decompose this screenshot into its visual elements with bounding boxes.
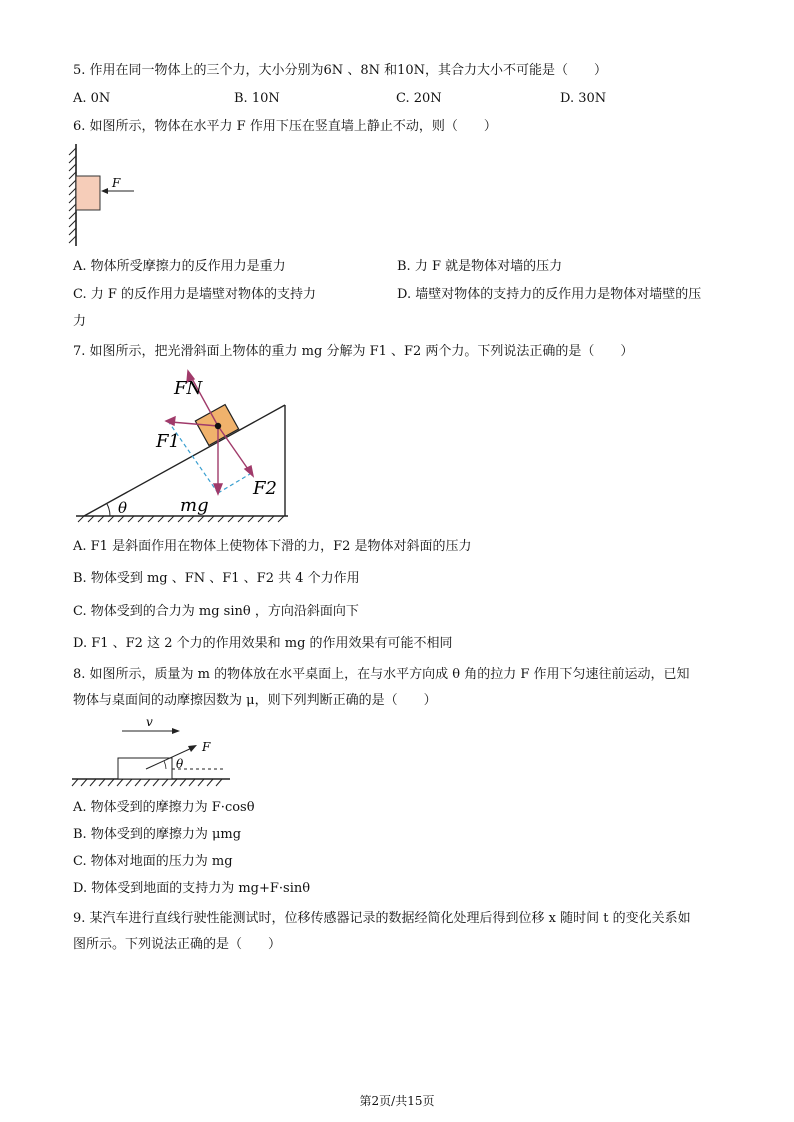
q6-option-d-wrap: 力 — [73, 314, 87, 329]
q8-option-d: D. 物体受到地面的支持力为 mg+F·sinθ — [73, 881, 311, 896]
q5-option-a: A. 0N — [73, 91, 111, 106]
q8-option-c: C. 物体对地面的压力为 mg — [73, 854, 233, 869]
q8-stem-line2: 物体与桌面间的动摩擦因数为 μ，则下列判断正确的是（ ） — [73, 693, 437, 708]
q6-option-c: C. 力 F 的反作用力是墙壁对物体的支持力 — [73, 287, 317, 302]
q8-table-figure — [70, 714, 240, 794]
q7-option-b: B. 物体受到 mg 、FN 、F1 、F2 共 4 个力作用 — [73, 571, 360, 586]
q5-option-b: B. 10N — [234, 91, 280, 106]
q7-incline-figure — [70, 365, 295, 525]
q8-option-a: A. 物体受到的摩擦力为 F·cosθ — [73, 800, 255, 815]
q7-label-mg: mg — [180, 495, 209, 516]
q5-option-d: D. 30N — [560, 91, 607, 106]
q6-stem: 6. 如图所示，物体在水平力 F 作用下压在竖直墙上静止不动，则（ ） — [73, 119, 497, 134]
q8-option-b: B. 物体受到的摩擦力为 μmg — [73, 827, 242, 842]
q6-option-d: D. 墙壁对物体的支持力的反作用力是物体对墙壁的压 — [397, 287, 702, 302]
q5-stem: 5. 作用在同一物体上的三个力，大小分别为6N 、8N 和10N，其合力大小不可能是（ ） — [73, 63, 608, 78]
q9-stem-line1: 9. 某汽车进行直线行驶性能测试时，位移传感器记录的数据经简化处理后得到位移 x 随时间 t 的变化关系如 — [73, 911, 691, 926]
q7-label-theta: θ — [118, 499, 128, 517]
q6-option-a: A. 物体所受摩擦力的反作用力是重力 — [73, 259, 286, 274]
page-footer: 第2页/共15页 — [359, 1094, 435, 1108]
q7-stem: 7. 如图所示，把光滑斜面上物体的重力 mg 分解为 F1 、F2 两个力。下列说法正确的是（ ） — [73, 344, 634, 359]
q7-label-fn: FN — [174, 378, 203, 399]
q6-option-b: B. 力 F 就是物体对墙的压力 — [397, 259, 563, 274]
q6-wall-figure — [66, 142, 146, 248]
q8-label-v: v — [146, 715, 153, 729]
q6-force-label: F — [112, 176, 121, 190]
q7-label-f1: F1 — [156, 431, 180, 452]
q8-label-theta: θ — [176, 757, 184, 771]
q7-label-f2: F2 — [253, 478, 277, 499]
q7-option-c: C. 物体受到的合力为 mg sinθ ，方向沿斜面向下 — [73, 604, 359, 619]
q9-stem-line2: 图所示。下列说法正确的是（ ） — [73, 937, 282, 952]
q8-stem-line1: 8. 如图所示，质量为 m 的物体放在水平桌面上，在与水平方向成 θ 角的拉力 F 作用下匀速往前运动，已知 — [73, 667, 690, 682]
q7-option-a: A. F1 是斜面作用在物体上使物体下滑的力，F2 是物体对斜面的压力 — [73, 539, 472, 554]
q8-label-f: F — [202, 740, 211, 754]
q5-option-c: C. 20N — [396, 91, 442, 106]
q7-option-d: D. F1 、F2 这 2 个力的作用效果和 mg 的作用效果有可能不相同 — [73, 636, 453, 651]
